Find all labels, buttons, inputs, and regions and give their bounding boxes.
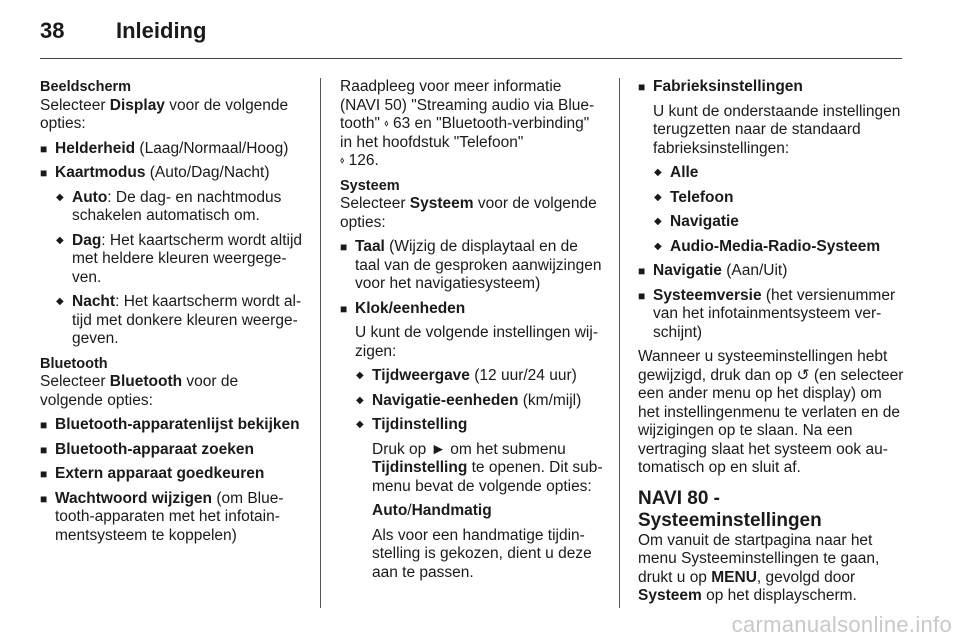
list-item-navigatie: ■ Navigatie (Aan/Uit) — [638, 262, 904, 281]
sub-item-tijdweergave: ◆ Tijdweergave (12 uur/24 uur) — [340, 367, 604, 386]
list-item-helderheid: ■ Helderheid (Laag/Normaal/Hoog) — [40, 140, 304, 159]
bluetooth-heading: Bluetooth — [40, 355, 108, 372]
column-3 — [638, 78, 904, 606]
page-ref-icon: ⬫ — [340, 152, 345, 169]
list-item-bt-list: ■ Bluetooth-apparatenlijst bekijken — [40, 416, 304, 435]
klok-text: U kunt de volgende instellingen wijzigen: — [355, 324, 598, 360]
list-item-bt-password: ■ Wachtwoord wijzigen (om Bluetooth-apparaten met het infotainmentsysteem te koppelen) — [40, 490, 304, 546]
sub-item-tijdinstelling: ◆ Tijdinstelling — [340, 416, 604, 435]
sub-item-navigatie: ◆ Navigatie — [638, 213, 904, 232]
list-item-taal: ■ Taal (Wijzig de displaytaal en de taal van de gesproken aanwijzingen voor het navigatiesysteem) — [340, 238, 604, 294]
page-ref-icon: ⬫ — [384, 115, 389, 132]
column-divider-2 — [619, 78, 620, 608]
list-item-bt-search: ■ Bluetooth-apparaat zoeken — [40, 441, 304, 460]
display-intro: Selecteer Display voor de volgende opties: — [40, 96, 289, 132]
column-divider-1 — [320, 78, 321, 608]
navi80-text: Om vanuit de startpagina naar het menu Systeeminstellingen te gaan, drukt u op MENU, gevolgd door Systeem op het displayscherm. — [638, 531, 880, 604]
auto-handmatig: Auto/Handmatig — [372, 502, 492, 519]
watermark: carmanualsonline.info — [731, 612, 952, 637]
column-1 — [40, 78, 304, 545]
sub-item-alle: ◆ Alle — [638, 164, 904, 183]
sub-item-navigatie-eenheden: ◆ Navigatie-eenheden (km/mijl) — [340, 392, 604, 411]
fabrieksinstellingen-text: U kunt de onderstaande instellingen terugzetten naar de standaard fabrieksinstellingen: — [653, 102, 901, 157]
system-heading: Systeem — [340, 177, 400, 194]
bluetooth-reference: Raadpleeg voor meer informatie (NAVI 50) "Streaming audio via Bluetooth" ⬫ 63 en "Bluetooth-verbinding" in het hoofdstuk "Telefoon" ⬫ 126. — [340, 78, 595, 169]
list-item-kaartmodus: ■ Kaartmodus (Auto/Dag/Nacht) — [40, 164, 304, 183]
bluetooth-intro: Selecteer Bluetooth voor de volgende opties: — [40, 373, 239, 409]
column-2 — [340, 78, 604, 582]
back-icon: ↺ — [796, 366, 810, 384]
handmatig-text: Als voor een handmatige tijdinstelling is gekozen, dient u deze aan te passen. — [372, 526, 592, 581]
system-intro: Selecteer Systeem voor de volgende opties: — [340, 195, 597, 231]
sub-item-auto: ◆ Auto: De dag- en nachtmodus schakelen automatisch om. — [40, 189, 304, 226]
sub-item-telefoon: ◆ Telefoon — [638, 189, 904, 208]
list-item-systeemversie: ■ Systeemversie (het versienummer van het infotainmentsysteem verschijnt) — [638, 287, 904, 343]
page-title: Inleiding — [116, 18, 207, 43]
sub-item-dag: ◆ Dag: Het kaartscherm wordt altijd met heldere kleuren weergegeven. — [40, 232, 304, 288]
list-item-fabrieksinstellingen: ■ Fabrieksinstellingen — [638, 78, 904, 97]
play-arrow-icon: ► — [430, 440, 446, 458]
header-rule — [40, 58, 902, 59]
navi80-heading: NAVI 80 - Systeeminstellingen — [638, 487, 822, 531]
sub-item-audio: ◆ Audio-Media-Radio-Systeem — [638, 238, 904, 257]
page-number: 38 — [40, 18, 65, 43]
save-paragraph: Wanneer u systeeminstellingen hebt gewijzigd, druk dan op ↺ (en selecteer een ander menu op het display) om het instellingenmenu te verlaten en de wijzigingen op te slaan. Na een vertraging slaat het systeem ook automatisch op en sluit af. — [638, 348, 904, 476]
display-heading: Beeldscherm — [40, 79, 132, 95]
list-item-bt-approve: ■ Extern apparaat goedkeuren — [40, 465, 304, 484]
list-item-klok: ■ Klok/eenheden — [340, 300, 604, 319]
sub-item-nacht: ◆ Nacht: Het kaartscherm wordt altijd met donkere kleuren weergegeven. — [40, 293, 304, 349]
tijdinstelling-text: Druk op ► om het submenu Tijdinstelling te openen. Dit submenu bevat de volgende opties: — [372, 440, 603, 495]
